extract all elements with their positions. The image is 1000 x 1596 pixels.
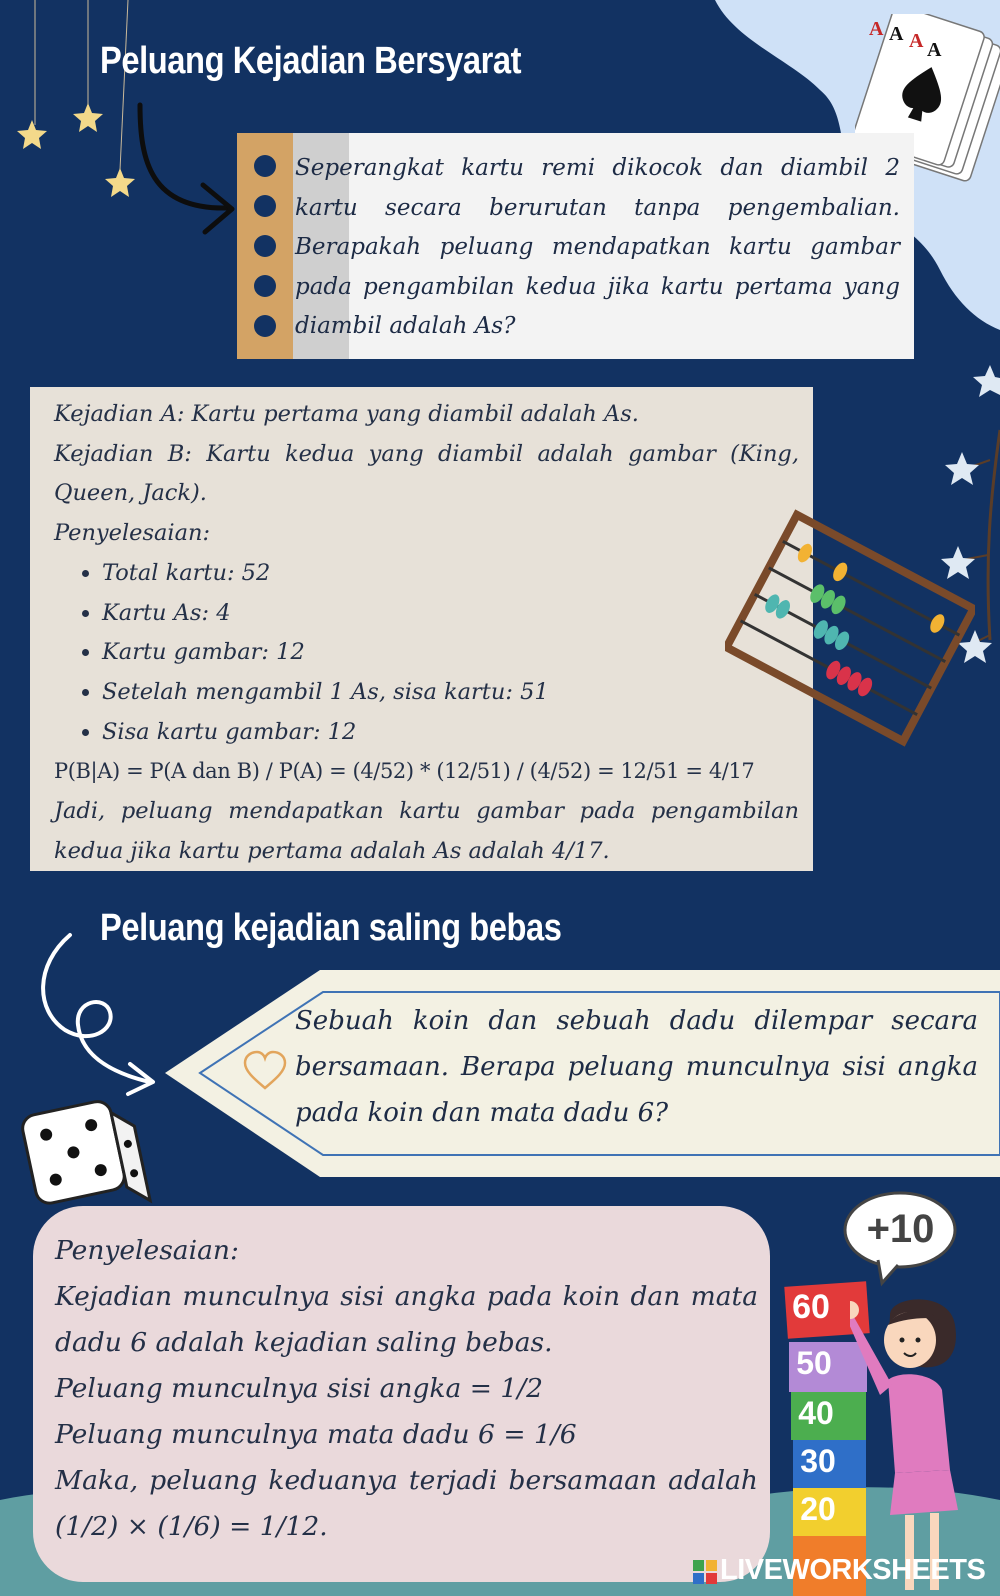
abacus-icon	[725, 508, 975, 748]
list-item: • Kartu As: 4	[102, 594, 799, 634]
watermark: LIVEWORKSHEETS	[720, 1554, 986, 1586]
score-block-label: 40	[798, 1395, 834, 1431]
solution-label: Penyelesaian:	[54, 520, 211, 547]
list-item: • Setelah mengambil 1 As, sisa kartu: 51	[102, 673, 799, 713]
dice-probability: Peluang munculnya mata dadu 6 = 1/6	[55, 1419, 577, 1450]
star-icon	[973, 365, 1000, 397]
conclusion-text: Maka, peluang keduanya terjadi bersamaan adalah (1/2) × (1/6) = 1/12.	[55, 1465, 758, 1542]
question-text: Seperangkat kartu remi dikocok dan diambil 2 kartu secara berurutan tanpa pengembalian. Berapakah peluang mendapatkan kartu gambar pada pengambilan kedua jika kartu pertama yang diambil adalah As?	[295, 155, 900, 339]
score-block-label: 20	[800, 1491, 836, 1527]
event-b-line: Kejadian B: Kartu kedua yang diambil adalah gambar (King, Queen, Jack).	[54, 440, 799, 507]
branch-decor	[988, 430, 1000, 640]
bullet-dot-icon	[254, 155, 276, 177]
dice-icon	[20, 1095, 150, 1224]
bubble-text: +10	[866, 1207, 935, 1251]
score-block-label: 50	[796, 1345, 832, 1381]
score-block-label: 30	[800, 1443, 836, 1479]
hanging-stars	[35, 0, 128, 170]
section-title: Peluang kejadian saling bebas	[100, 907, 562, 949]
solution-box	[33, 1206, 770, 1582]
solution-paper	[30, 387, 813, 871]
liveworksheets-logo-icon	[693, 1560, 717, 1584]
card-rank: A	[869, 18, 884, 40]
bullet-dot-icon	[254, 235, 276, 257]
star-icon	[105, 168, 135, 197]
card-rank: A	[909, 30, 924, 52]
bullet-dot-icon	[254, 275, 276, 297]
independence-text: Kejadian munculnya sisi angka pada koin dan mata dadu 6 adalah kejadian saling bebas.	[55, 1281, 758, 1358]
question-box	[165, 970, 1000, 1177]
coin-probability: Peluang munculnya sisi angka = 1/2	[55, 1373, 543, 1404]
list-item: • Total kartu: 52	[102, 554, 799, 594]
list-item: • Kartu gambar: 12	[102, 633, 799, 673]
star-icon	[73, 103, 103, 132]
formula-line: P(B|A) = P(A dan B) / P(A) = (4/52) * (12/51) / (4/52) = 12/51 = 4/17	[54, 759, 755, 784]
bullet-dot-icon	[254, 315, 276, 337]
list-item: • Sisa kartu gambar: 12	[102, 713, 799, 753]
conclusion-text: Jadi, peluang mendapatkan kartu gambar pada pengambilan kedua jika kartu pertama adalah As adalah 4/17.	[54, 798, 799, 864]
fact-list	[54, 554, 799, 753]
star-icon	[945, 452, 979, 485]
star-icon	[17, 120, 47, 149]
question-box	[237, 133, 914, 359]
question-text: Sebuah koin dan sebuah dadu dilempar secara bersamaan. Berapa peluang munculnya sisi angka pada koin dan mata dadu 6?	[295, 1006, 978, 1128]
card-rank: A	[927, 39, 942, 61]
score-block-label: 60	[792, 1288, 830, 1326]
event-a-line: Kejadian A: Kartu pertama yang diambil adalah As.	[54, 401, 639, 427]
girl-illustration	[850, 1295, 980, 1595]
curly-arrow-icon	[43, 935, 150, 1082]
solution-label: Penyelesaian:	[55, 1235, 239, 1266]
bullet-dot-icon	[254, 195, 276, 217]
section-title: Peluang Kejadian Bersyarat	[100, 40, 522, 82]
card-rank: A	[889, 23, 904, 45]
